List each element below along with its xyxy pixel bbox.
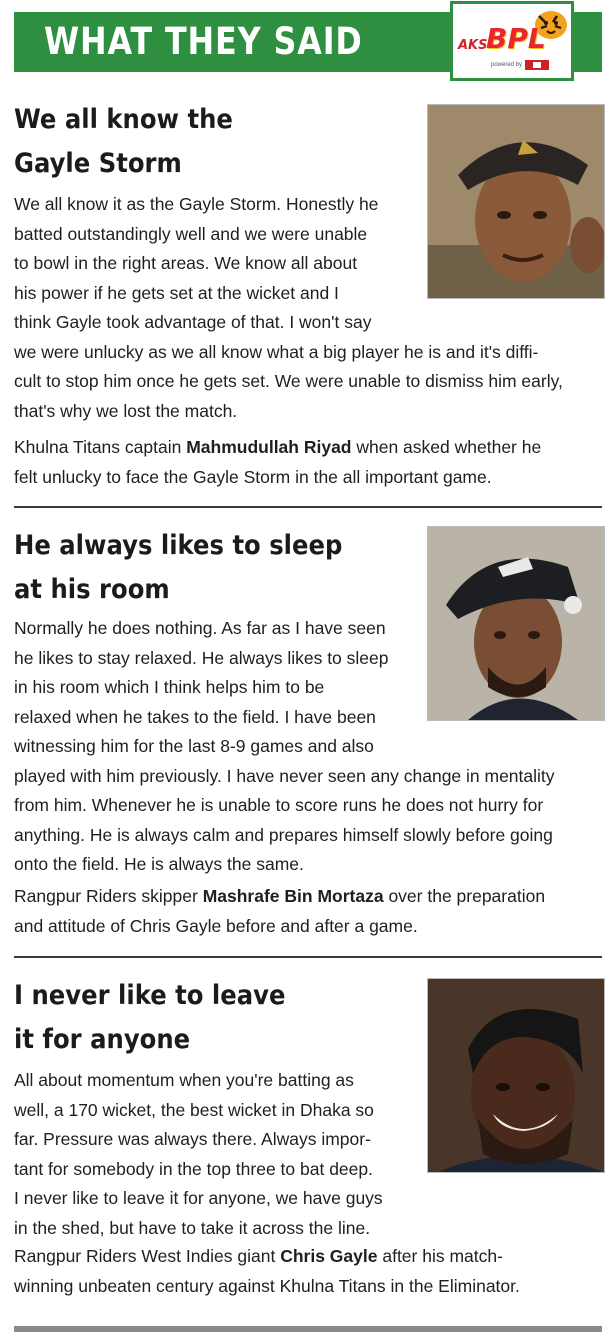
quote-line: well, a 170 wicket, the best wicket in Dhaka so (14, 1099, 374, 1120)
logo-brand-text: AKS (458, 38, 488, 53)
headline-line: it for anyone (14, 1024, 191, 1055)
bottom-rule (14, 1326, 602, 1332)
attribution-text: Rangpur Riders skipper (14, 886, 203, 906)
player-photo-gayle (427, 978, 605, 1173)
quote-line: his power if he gets set at the wicket and I (14, 282, 339, 303)
quote-line: anything. He is always calm and prepares himself slowly before going (14, 824, 553, 845)
quote-line: batted outstandingly well and we were unable (14, 223, 368, 244)
quote-line: in his room which I think helps him to be (14, 677, 325, 697)
speaker-name: Mahmudullah Riyad (186, 437, 352, 457)
page-title: WHAT THEY SAID (44, 20, 363, 63)
quote-line: think Gayle took advantage of that. I won't say (14, 312, 372, 332)
headline-line: at his room (14, 574, 170, 605)
quote-line: tant for somebody in the top three to bat deep. (14, 1158, 373, 1179)
quote-line: We all know it as the Gayle Storm. Honestly he (14, 194, 379, 214)
portrait-image (428, 527, 604, 720)
attribution-text: Rangpur Riders West Indies giant (14, 1246, 281, 1266)
quote-line: All about momentum when you're batting as (14, 1070, 354, 1090)
quote-line: he likes to stay relaxed. He always likes to sleep (14, 647, 389, 668)
attribution (14, 882, 545, 941)
headline-line: Gayle Storm (14, 148, 182, 179)
quote-line: I never like to leave it for anyone, we have guys (14, 1188, 383, 1208)
headline (14, 524, 374, 612)
attribution-text: when asked whether he (351, 437, 542, 457)
quote-line: played with him previously. I have never seen any change in mentality (14, 765, 555, 786)
headline-line: We all know the (14, 104, 233, 135)
bpl-logo (450, 1, 574, 81)
attribution-text: over the preparation (383, 886, 546, 906)
headline (14, 98, 374, 186)
attribution-text: and attitude of Chris Gayle before and after a game. (14, 915, 418, 936)
section-divider (14, 506, 602, 508)
quote-line: cult to stop him once he gets set. We were unable to dismiss him early, (14, 371, 563, 391)
attribution-text: felt unlucky to face the Gayle Storm in the all important game. (14, 466, 492, 487)
logo-bpl-text: BPL (486, 22, 546, 55)
quote-line: to bowl in the right areas. We know all about (14, 253, 358, 273)
player-photo-mahmudullah (427, 104, 605, 299)
quote-line: Normally he does nothing. As far as I have seen (14, 618, 386, 638)
quote-line: relaxed when he takes to the field. I have been (14, 706, 376, 727)
portrait-image (428, 979, 604, 1172)
headline-line: I never like to leave (14, 980, 286, 1011)
quote-text (14, 1066, 383, 1243)
quote-line: that's why we lost the match. (14, 400, 238, 421)
attribution-text: winning unbeaten century against Khulna Titans in the Eliminator. (14, 1275, 520, 1296)
attribution (14, 1242, 520, 1301)
speaker-name: Mashrafe Bin Mortaza (202, 886, 384, 906)
logo-sub-text: powered by (491, 62, 523, 68)
player-photo-mashrafe (427, 526, 605, 721)
speaker-name: Chris Gayle (280, 1246, 378, 1266)
portrait-image (428, 105, 604, 298)
attribution-text: Khulna Titans captain (14, 437, 187, 457)
quote-line: onto the field. He is always the same. (14, 854, 304, 874)
quote-line: in the shed, but have to take it across the line. (14, 1217, 371, 1238)
flag-icon (525, 60, 549, 70)
quote-line: far. Pressure was always there. Always impor- (14, 1129, 371, 1149)
headline (14, 974, 374, 1062)
quote-line: from him. Whenever he is unable to score runs he does not hurry for (14, 795, 544, 815)
quote-line: we were unlucky as we all know what a big player he is and it's diffi- (14, 341, 539, 362)
quote-line: witnessing him for the last 8-9 games and also (14, 736, 374, 756)
attribution-text: after his match- (377, 1246, 503, 1266)
headline-line: He always likes to sleep (14, 530, 343, 561)
section-divider (14, 956, 602, 958)
attribution (14, 433, 541, 492)
